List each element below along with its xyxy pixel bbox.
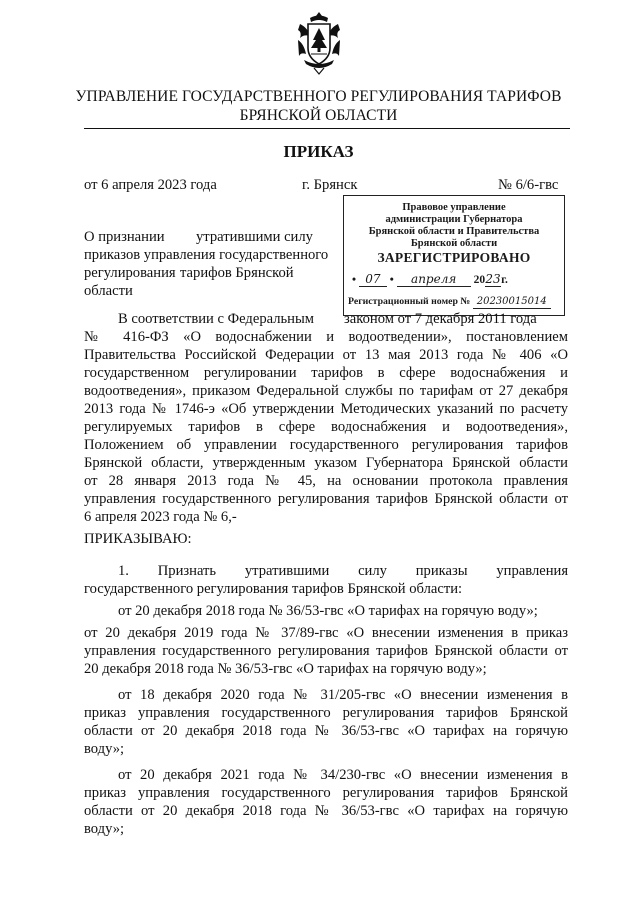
order-ref-1: от 20 декабря 2018 года № 36/53-гвс «О тарифах на горячую воду»; bbox=[118, 603, 538, 619]
stamp-year-suffix: 23 bbox=[485, 272, 501, 286]
p1-line-8: Положением об управлении государственного регулирования тарифов bbox=[84, 437, 568, 453]
order-ref-3-line-4: воду»; bbox=[84, 741, 125, 757]
stamp-reg-label: Регистрационный номер № bbox=[348, 296, 471, 307]
org-name-line1: УПРАВЛЕНИЕ ГОСУДАРСТВЕННОГО РЕГУЛИРОВАНИЯ ТАРИФОВ bbox=[75, 88, 562, 105]
order-city: г. Брянск bbox=[302, 177, 358, 193]
stamp-day: 07 bbox=[359, 273, 387, 287]
stamp-year-end: г. bbox=[501, 274, 508, 286]
stamp-line-3: Брянской области и Правительства bbox=[368, 226, 540, 237]
p1-line-last: 6 апреля 2023 года № 6,- bbox=[84, 509, 237, 525]
p1-line-7: регулируемых тарифов в сфере водоснабжения и водоотведения», bbox=[84, 419, 568, 435]
p1-line-2: № 416-ФЗ «О водоснабжении и водоотведении», постановлением bbox=[84, 329, 568, 345]
p1-line-1b: законом от 7 декабря 2011 года bbox=[344, 311, 537, 327]
item1-w2: утратившими bbox=[244, 563, 330, 579]
stamp-bullet: • bbox=[389, 274, 394, 286]
stamp-date-row bbox=[344, 273, 564, 287]
stamp-line-4: Брянской области bbox=[410, 238, 498, 249]
order-ref-3-line-2: приказ управления государственного регулирования тарифов Брянской bbox=[84, 705, 568, 721]
order-ref-3-line-1: от 18 декабря 2020 года № 31/205-гвс «О внесении изменения в bbox=[118, 687, 568, 703]
item1-line-2: государственного регулирования тарифов Брянской области: bbox=[84, 581, 463, 597]
subject-line-2: приказов управления государственного bbox=[84, 247, 329, 263]
stamp-status: ЗАРЕГИСТРИРОВАНО bbox=[377, 250, 531, 265]
stamp-reg-number: 20230015014 bbox=[473, 295, 551, 309]
order-date: от 6 апреля 2023 года bbox=[84, 177, 217, 193]
order-word: ПРИКАЗЫВАЮ: bbox=[84, 531, 192, 547]
stamp-reg-row bbox=[344, 295, 564, 309]
order-ref-4-line-2: приказ управления государственного регулирования тарифов Брянской bbox=[84, 785, 568, 801]
order-ref-4-line-3: области от 20 декабря 2018 года № 36/53-гвс «О тарифах на горячую bbox=[84, 803, 568, 819]
item1-w3: силу bbox=[358, 563, 387, 579]
document-title: ПРИКАЗ bbox=[283, 142, 354, 161]
p1-line-6: 2013 года № 1746-э «Об утверждении Методических указаний по расчету bbox=[84, 401, 568, 417]
subject-line-3b: тарифов Брянской bbox=[180, 265, 294, 281]
p1-line-3: Правительства Российской Федерации от 13 мая 2013 года № 406 «О bbox=[84, 347, 568, 363]
p1-line-11: управления государственного регулирования тарифов Брянской области от bbox=[84, 491, 568, 507]
item1-w1: Признать bbox=[157, 563, 217, 579]
item1-w5: управления bbox=[496, 563, 569, 579]
order-ref-2-line-3: 20 декабря 2018 года № 36/53-гвс «О тарифах на горячую воду»; bbox=[84, 661, 487, 677]
stamp-line-1: Правовое управление bbox=[402, 202, 506, 213]
subject-line-1a: О признании bbox=[84, 229, 165, 245]
subject-line-3a: регулирования bbox=[84, 265, 176, 281]
header-divider bbox=[84, 128, 570, 129]
subject-line-4: области bbox=[84, 283, 133, 299]
order-ref-4-line-1: от 20 декабря 2021 года № 34/230-гвс «О внесении изменения в bbox=[118, 767, 568, 783]
stamp-year-prefix: 20 bbox=[473, 274, 486, 286]
p1-line-9: Брянской области, утвержденным указом Губернатора Брянской области bbox=[84, 455, 568, 471]
p1-line-10: от 28 января 2013 года № 45, на основании протокола правления bbox=[84, 473, 568, 489]
subject-line-1b: утратившими силу bbox=[196, 229, 313, 245]
p1-line-5: водоотведения», приказом Федеральной службы по тарифам от 27 декабря bbox=[84, 383, 568, 399]
stamp-line-2: администрации Губернатора bbox=[385, 214, 523, 225]
order-ref-2-line-2: управления государственного регулирования тарифов Брянской области от bbox=[84, 643, 568, 659]
stamp-bullet: • bbox=[352, 274, 357, 286]
p1-line-1a: В соответствии с Федеральным bbox=[118, 311, 315, 327]
order-ref-2-line-1: от 20 декабря 2019 года № 37/89-гвс «О внесении изменения в приказ bbox=[84, 625, 568, 641]
order-ref-4-line-4: воду»; bbox=[84, 821, 125, 837]
registration-stamp bbox=[343, 195, 565, 316]
item1-w4: приказы bbox=[415, 563, 468, 579]
p1-line-4: государственном регулировании тарифов в сфере водоснабжения и bbox=[84, 365, 568, 381]
stamp-month: апреля bbox=[397, 273, 471, 287]
org-name-line2: БРЯНСКОЙ ОБЛАСТИ bbox=[239, 107, 398, 124]
order-number: № 6/6-гвс bbox=[498, 177, 559, 193]
item1-line-1 bbox=[118, 562, 568, 580]
order-ref-3-line-3: области от 20 декабря 2018 года № 36/53-гвс «О тарифах на горячую bbox=[84, 723, 568, 739]
item1-number: 1. bbox=[118, 563, 129, 579]
coat-of-arms-icon bbox=[296, 10, 342, 76]
